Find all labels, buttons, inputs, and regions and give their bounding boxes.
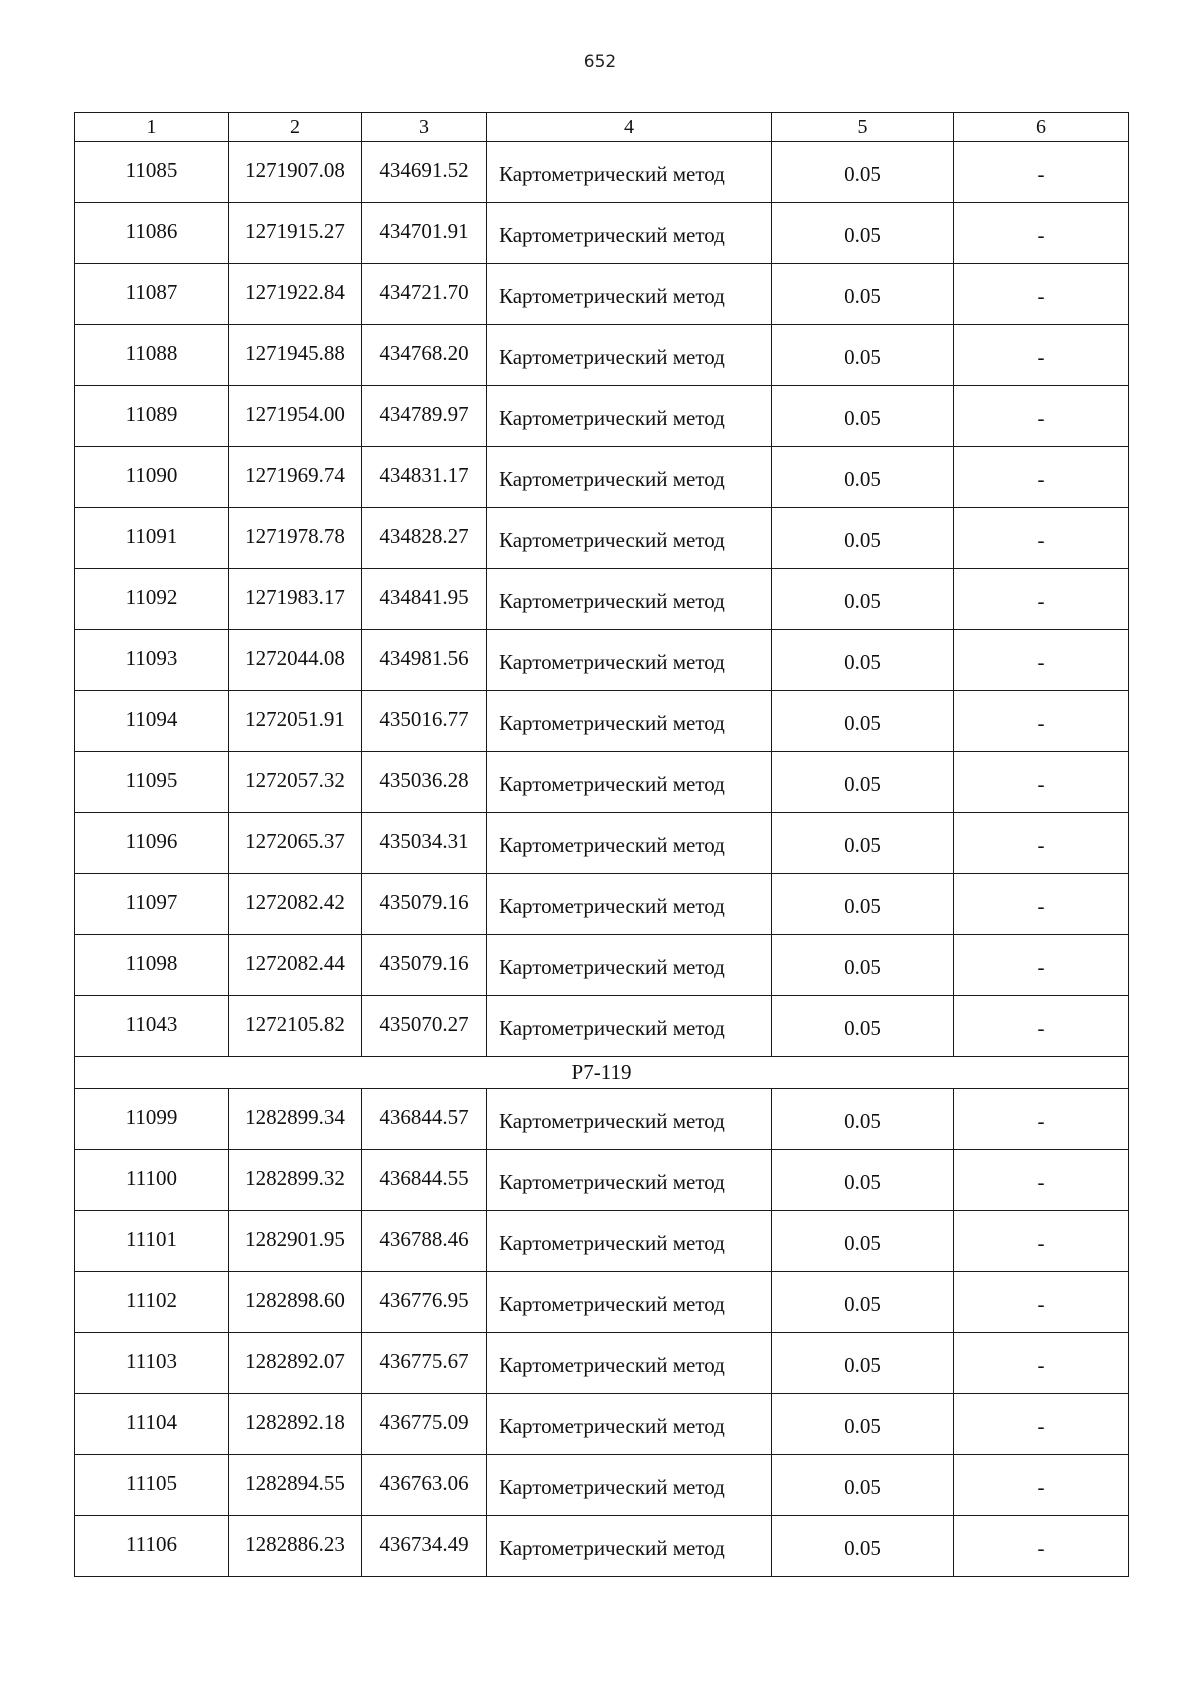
note-cell: -	[954, 935, 1129, 996]
column-header: 3	[362, 113, 487, 142]
section-row	[75, 1057, 1129, 1089]
x-coordinate-cell: 1272105.82	[229, 996, 362, 1057]
column-header: 1	[75, 113, 229, 142]
method-cell: Картометрический метод	[487, 1089, 772, 1150]
method-cell: Картометрический метод	[487, 1516, 772, 1577]
method-cell: Картометрический метод	[487, 569, 772, 630]
point-number-cell: 11087	[75, 264, 229, 325]
accuracy-cell: 0.05	[772, 1333, 954, 1394]
accuracy-cell: 0.05	[772, 1516, 954, 1577]
method-cell: Картометрический метод	[487, 1394, 772, 1455]
accuracy-cell: 0.05	[772, 935, 954, 996]
note-cell: -	[954, 813, 1129, 874]
x-coordinate-cell: 1282886.23	[229, 1516, 362, 1577]
note-cell: -	[954, 874, 1129, 935]
table-row	[75, 1211, 1129, 1272]
method-cell: Картометрический метод	[487, 203, 772, 264]
table-row	[75, 1394, 1129, 1455]
point-number-cell: 11043	[75, 996, 229, 1057]
point-number-cell: 11100	[75, 1150, 229, 1211]
x-coordinate-cell: 1282892.18	[229, 1394, 362, 1455]
y-coordinate-cell: 436775.67	[362, 1333, 487, 1394]
y-coordinate-cell: 435034.31	[362, 813, 487, 874]
table-row	[75, 874, 1129, 935]
note-cell: -	[954, 1333, 1129, 1394]
y-coordinate-cell: 435079.16	[362, 874, 487, 935]
y-coordinate-cell: 434721.70	[362, 264, 487, 325]
header-row	[75, 113, 1129, 142]
y-coordinate-cell: 436788.46	[362, 1211, 487, 1272]
point-number-cell: 11106	[75, 1516, 229, 1577]
note-cell: -	[954, 630, 1129, 691]
y-coordinate-cell: 436734.49	[362, 1516, 487, 1577]
table-row	[75, 264, 1129, 325]
x-coordinate-cell: 1282899.32	[229, 1150, 362, 1211]
y-coordinate-cell: 434981.56	[362, 630, 487, 691]
x-coordinate-cell: 1282901.95	[229, 1211, 362, 1272]
x-coordinate-cell: 1271945.88	[229, 325, 362, 386]
point-number-cell: 11093	[75, 630, 229, 691]
note-cell: -	[954, 142, 1129, 203]
accuracy-cell: 0.05	[772, 508, 954, 569]
table-row	[75, 813, 1129, 874]
accuracy-cell: 0.05	[772, 1272, 954, 1333]
y-coordinate-cell: 436775.09	[362, 1394, 487, 1455]
y-coordinate-cell: 436763.06	[362, 1455, 487, 1516]
point-number-cell: 11103	[75, 1333, 229, 1394]
note-cell: -	[954, 447, 1129, 508]
y-coordinate-cell: 435070.27	[362, 996, 487, 1057]
note-cell: -	[954, 1211, 1129, 1272]
table-row	[75, 508, 1129, 569]
point-number-cell: 11086	[75, 203, 229, 264]
method-cell: Картометрический метод	[487, 1455, 772, 1516]
accuracy-cell: 0.05	[772, 813, 954, 874]
accuracy-cell: 0.05	[772, 325, 954, 386]
x-coordinate-cell: 1271915.27	[229, 203, 362, 264]
y-coordinate-cell: 434701.91	[362, 203, 487, 264]
column-header: 2	[229, 113, 362, 142]
accuracy-cell: 0.05	[772, 752, 954, 813]
point-number-cell: 11102	[75, 1272, 229, 1333]
y-coordinate-cell: 435079.16	[362, 935, 487, 996]
point-number-cell: 11101	[75, 1211, 229, 1272]
method-cell: Картометрический метод	[487, 1272, 772, 1333]
table-row	[75, 630, 1129, 691]
method-cell: Картометрический метод	[487, 996, 772, 1057]
accuracy-cell: 0.05	[772, 1211, 954, 1272]
method-cell: Картометрический метод	[487, 691, 772, 752]
accuracy-cell: 0.05	[772, 1455, 954, 1516]
point-number-cell: 11094	[75, 691, 229, 752]
note-cell: -	[954, 325, 1129, 386]
x-coordinate-cell: 1282892.07	[229, 1333, 362, 1394]
x-coordinate-cell: 1272044.08	[229, 630, 362, 691]
column-header: 4	[487, 113, 772, 142]
note-cell: -	[954, 996, 1129, 1057]
x-coordinate-cell: 1271922.84	[229, 264, 362, 325]
note-cell: -	[954, 569, 1129, 630]
y-coordinate-cell: 436844.55	[362, 1150, 487, 1211]
x-coordinate-cell: 1271954.00	[229, 386, 362, 447]
table-row	[75, 142, 1129, 203]
method-cell: Картометрический метод	[487, 874, 772, 935]
method-cell: Картометрический метод	[487, 813, 772, 874]
method-cell: Картометрический метод	[487, 630, 772, 691]
x-coordinate-cell: 1282899.34	[229, 1089, 362, 1150]
x-coordinate-cell: 1282894.55	[229, 1455, 362, 1516]
table-row	[75, 935, 1129, 996]
table-row	[75, 569, 1129, 630]
table-row	[75, 386, 1129, 447]
method-cell: Картометрический метод	[487, 325, 772, 386]
accuracy-cell: 0.05	[772, 386, 954, 447]
table-row	[75, 752, 1129, 813]
point-number-cell: 11098	[75, 935, 229, 996]
x-coordinate-cell: 1271978.78	[229, 508, 362, 569]
point-number-cell: 11088	[75, 325, 229, 386]
note-cell: -	[954, 1089, 1129, 1150]
y-coordinate-cell: 435036.28	[362, 752, 487, 813]
table-row	[75, 1333, 1129, 1394]
accuracy-cell: 0.05	[772, 1394, 954, 1455]
accuracy-cell: 0.05	[772, 874, 954, 935]
point-number-cell: 11091	[75, 508, 229, 569]
method-cell: Картометрический метод	[487, 264, 772, 325]
table-row	[75, 1272, 1129, 1333]
point-number-cell: 11105	[75, 1455, 229, 1516]
point-number-cell: 11090	[75, 447, 229, 508]
note-cell: -	[954, 386, 1129, 447]
note-cell: -	[954, 1455, 1129, 1516]
point-number-cell: 11099	[75, 1089, 229, 1150]
point-number-cell: 11085	[75, 142, 229, 203]
y-coordinate-cell: 434828.27	[362, 508, 487, 569]
accuracy-cell: 0.05	[772, 691, 954, 752]
table-body	[75, 113, 1129, 1577]
y-coordinate-cell: 434691.52	[362, 142, 487, 203]
y-coordinate-cell: 434841.95	[362, 569, 487, 630]
note-cell: -	[954, 691, 1129, 752]
table-row	[75, 203, 1129, 264]
table-row	[75, 325, 1129, 386]
x-coordinate-cell: 1271907.08	[229, 142, 362, 203]
page-number: 652	[583, 52, 617, 72]
y-coordinate-cell: 436776.95	[362, 1272, 487, 1333]
note-cell: -	[954, 752, 1129, 813]
table-row	[75, 447, 1129, 508]
x-coordinate-cell: 1272082.44	[229, 935, 362, 996]
accuracy-cell: 0.05	[772, 142, 954, 203]
accuracy-cell: 0.05	[772, 569, 954, 630]
x-coordinate-cell: 1282898.60	[229, 1272, 362, 1333]
table-row	[75, 996, 1129, 1057]
table-row	[75, 1455, 1129, 1516]
column-header: 5	[772, 113, 954, 142]
table-row	[75, 1516, 1129, 1577]
accuracy-cell: 0.05	[772, 264, 954, 325]
point-number-cell: 11096	[75, 813, 229, 874]
accuracy-cell: 0.05	[772, 447, 954, 508]
method-cell: Картометрический метод	[487, 447, 772, 508]
y-coordinate-cell: 435016.77	[362, 691, 487, 752]
table-row	[75, 1150, 1129, 1211]
note-cell: -	[954, 203, 1129, 264]
accuracy-cell: 0.05	[772, 996, 954, 1057]
accuracy-cell: 0.05	[772, 1089, 954, 1150]
x-coordinate-cell: 1272057.32	[229, 752, 362, 813]
point-number-cell: 11104	[75, 1394, 229, 1455]
x-coordinate-cell: 1271983.17	[229, 569, 362, 630]
point-number-cell: 11089	[75, 386, 229, 447]
note-cell: -	[954, 1150, 1129, 1211]
note-cell: -	[954, 508, 1129, 569]
note-cell: -	[954, 1394, 1129, 1455]
section-title: Р7-119	[75, 1057, 1129, 1089]
accuracy-cell: 0.05	[772, 1150, 954, 1211]
y-coordinate-cell: 434789.97	[362, 386, 487, 447]
method-cell: Картометрический метод	[487, 142, 772, 203]
point-number-cell: 11097	[75, 874, 229, 935]
point-number-cell: 11092	[75, 569, 229, 630]
method-cell: Картометрический метод	[487, 1211, 772, 1272]
method-cell: Картометрический метод	[487, 1333, 772, 1394]
method-cell: Картометрический метод	[487, 935, 772, 996]
y-coordinate-cell: 434831.17	[362, 447, 487, 508]
x-coordinate-cell: 1271969.74	[229, 447, 362, 508]
method-cell: Картометрический метод	[487, 386, 772, 447]
table-row	[75, 691, 1129, 752]
column-header: 6	[954, 113, 1129, 142]
note-cell: -	[954, 1272, 1129, 1333]
accuracy-cell: 0.05	[772, 203, 954, 264]
method-cell: Картометрический метод	[487, 1150, 772, 1211]
note-cell: -	[954, 1516, 1129, 1577]
method-cell: Картометрический метод	[487, 752, 772, 813]
y-coordinate-cell: 436844.57	[362, 1089, 487, 1150]
x-coordinate-cell: 1272082.42	[229, 874, 362, 935]
x-coordinate-cell: 1272051.91	[229, 691, 362, 752]
method-cell: Картометрический метод	[487, 508, 772, 569]
x-coordinate-cell: 1272065.37	[229, 813, 362, 874]
coordinates-table	[74, 112, 1129, 1577]
y-coordinate-cell: 434768.20	[362, 325, 487, 386]
accuracy-cell: 0.05	[772, 630, 954, 691]
table-row	[75, 1089, 1129, 1150]
point-number-cell: 11095	[75, 752, 229, 813]
note-cell: -	[954, 264, 1129, 325]
